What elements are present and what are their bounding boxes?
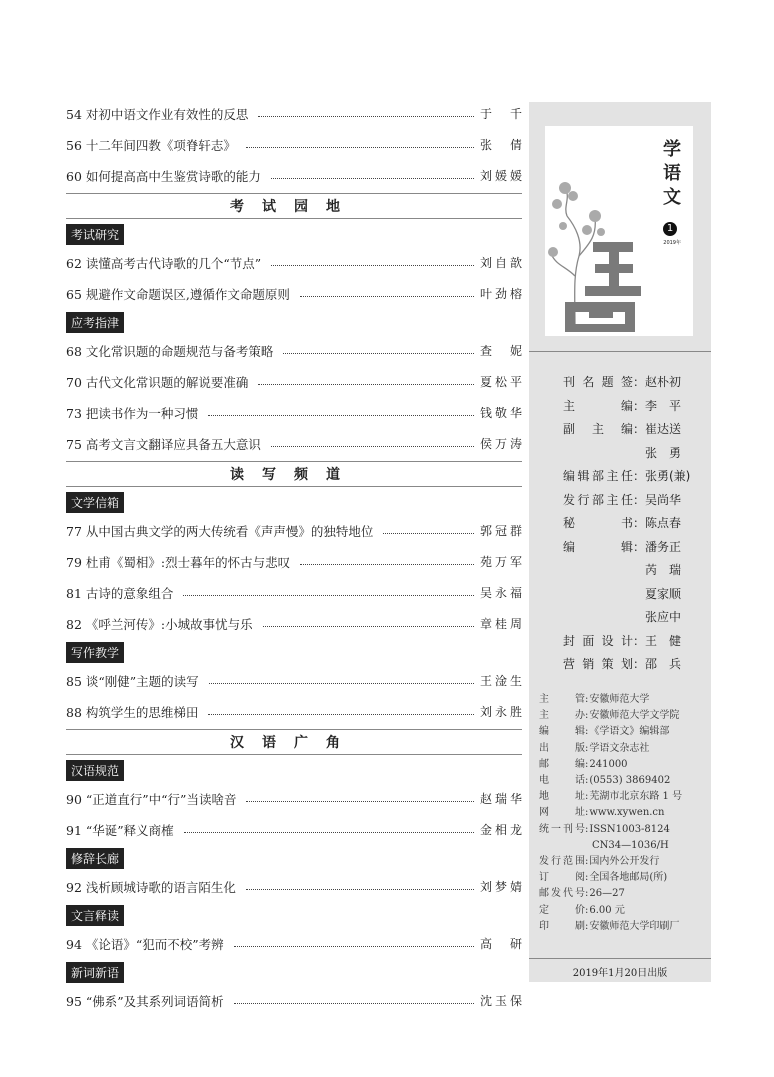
toc-entry-title xyxy=(66,136,240,154)
publication-value: 6.00 元 xyxy=(589,904,625,916)
toc-entry[interactable] xyxy=(66,577,522,608)
staff-row xyxy=(563,582,713,606)
cover-art xyxy=(545,126,693,336)
publication-row xyxy=(539,903,711,919)
publication-row xyxy=(539,822,711,838)
toc-entry[interactable] xyxy=(66,397,522,428)
staff-row xyxy=(563,511,713,535)
toc-page-number: 68 xyxy=(66,343,82,359)
publication-date: 2019年1月20日出版 xyxy=(572,968,668,979)
staff-role: 编 辑 xyxy=(563,539,633,554)
staff-name: 邵 兵 xyxy=(645,657,682,672)
publication-row xyxy=(539,886,711,902)
publication-key: 地 址 xyxy=(539,791,585,803)
dot-leader xyxy=(246,889,474,890)
publication-key: 定 价 xyxy=(539,904,585,916)
toc-author: 张 倩 xyxy=(480,138,522,152)
category-label: 修辞长廊 xyxy=(66,848,124,869)
staff-row xyxy=(563,629,713,653)
publication-colon: : xyxy=(585,920,589,932)
toc-page-number: 56 xyxy=(66,137,82,153)
toc-author: 刘媛媛 xyxy=(480,169,522,183)
toc-page-number: 60 xyxy=(66,168,82,184)
dot-leader xyxy=(258,384,474,385)
staff-name: 夏家顺 xyxy=(645,586,682,601)
publication-key: 主 管 xyxy=(539,694,585,705)
staff-role: 秘 书 xyxy=(563,516,633,531)
toc-entry-text: 古代文化常识题的解说要准确 xyxy=(85,374,249,390)
publication-colon: : xyxy=(585,726,589,738)
toc-entry[interactable] xyxy=(66,98,522,129)
toc-author: 叶劲榕 xyxy=(480,287,522,301)
publication-row xyxy=(539,854,711,870)
toc-page-number: 95 xyxy=(66,993,82,1009)
publication-key: 邮 编 xyxy=(539,758,585,770)
toc-entry-text: 《论语》“犯而不校”考辨 xyxy=(85,936,224,952)
staff-role: 营销策划 xyxy=(563,657,633,672)
staff-row xyxy=(563,370,713,394)
cover-thumbnail xyxy=(545,126,693,336)
dot-leader xyxy=(283,353,474,354)
issue-year: 2019年 xyxy=(663,240,681,246)
toc-entry-text: 杜甫《蜀相》:烈士暮年的怀古与悲叹 xyxy=(85,554,291,570)
toc-entry[interactable] xyxy=(66,546,522,577)
staff-name: 陈点春 xyxy=(645,516,682,531)
toc-entry-text: 十二年间四教《项脊轩志》 xyxy=(85,137,236,153)
publication-key: 编 辑 xyxy=(539,726,585,738)
staff-role: 刊名题签 xyxy=(563,375,633,390)
dot-leader xyxy=(300,296,474,297)
publication-value: 安徽师范大学 xyxy=(589,694,650,705)
category-wrapper xyxy=(66,845,522,871)
toc-entry[interactable] xyxy=(66,247,522,278)
toc-entry-title xyxy=(66,342,277,360)
toc-entry-title xyxy=(66,167,265,185)
category-label: 考试研究 xyxy=(66,224,124,245)
section-heading: 读写频道 xyxy=(66,461,522,487)
publication-row xyxy=(539,757,711,773)
toc-entry[interactable] xyxy=(66,928,522,959)
publication-key xyxy=(539,838,591,854)
toc-entry-text: 构筑学生的思维梯田 xyxy=(85,704,199,720)
publication-colon: : xyxy=(585,904,589,916)
toc-page-number: 70 xyxy=(66,374,82,390)
publication-row xyxy=(539,805,711,821)
section-heading: 汉语广角 xyxy=(66,729,522,755)
staff-row xyxy=(563,441,713,465)
staff-colon: ： xyxy=(633,375,646,390)
staff-name: 崔达送 xyxy=(645,422,682,437)
toc-author: 郭冠群 xyxy=(480,524,522,538)
toc-entry-title xyxy=(66,522,377,540)
category-wrapper xyxy=(66,309,522,335)
toc-page-number: 94 xyxy=(66,936,82,952)
toc-author: 高 研 xyxy=(480,937,522,951)
publication-row xyxy=(539,919,711,935)
toc-page-number: 90 xyxy=(66,791,82,807)
issue-number: 1 xyxy=(663,222,677,236)
dot-leader xyxy=(183,595,474,596)
publication-value: 241000 xyxy=(589,758,628,770)
publication-row xyxy=(539,708,711,724)
toc-entry-text: 读懂高考古代诗歌的几个“节点” xyxy=(85,255,262,271)
toc-page-number: 77 xyxy=(66,523,82,539)
toc-author: 刘自歆 xyxy=(480,256,522,270)
dot-leader xyxy=(271,265,474,266)
staff-name: 张 勇 xyxy=(645,445,682,460)
publication-value: 国内外公开发行 xyxy=(589,856,660,868)
toc-author: 章桂周 xyxy=(480,617,522,631)
publication-colon: : xyxy=(585,742,589,754)
toc-page-number: 91 xyxy=(66,822,82,838)
publication-colon: : xyxy=(585,856,589,868)
dot-leader xyxy=(208,415,474,416)
dot-leader xyxy=(271,446,474,447)
publication-row xyxy=(539,724,711,740)
toc-author: 金相龙 xyxy=(480,823,522,837)
staff-role: 副 主 编 xyxy=(563,422,633,437)
table-of-contents xyxy=(66,98,522,1016)
masthead-char: 语 xyxy=(663,163,681,184)
toc-entry-title xyxy=(66,435,265,453)
divider xyxy=(529,351,711,352)
toc-entry-title xyxy=(66,935,228,953)
toc-entry-text: 对初中语文作业有效性的反思 xyxy=(85,106,249,122)
publication-key: 统一刊号 xyxy=(539,823,585,835)
staff-name: 吴尚华 xyxy=(645,492,682,507)
toc-entry-title xyxy=(66,373,252,391)
category-wrapper xyxy=(66,639,522,665)
toc-author: 查 妮 xyxy=(480,344,522,358)
toc-entry-text: 高考文言文翻译应具备五大意识 xyxy=(85,436,261,452)
toc-entry-text: 文化常识题的命题规范与备考策略 xyxy=(85,343,274,359)
category-wrapper xyxy=(66,902,522,928)
toc-author: 钱敬华 xyxy=(480,406,522,420)
staff-row xyxy=(563,464,713,488)
publication-colon: : xyxy=(585,791,589,803)
toc-author: 苑万军 xyxy=(480,555,522,569)
dot-leader xyxy=(184,832,474,833)
publication-key: 电 话 xyxy=(539,775,585,787)
large-glyph-art xyxy=(565,242,641,332)
publication-row xyxy=(539,838,711,854)
publication-value: 安徽师范大学印刷厂 xyxy=(589,920,680,932)
toc-page-number: 65 xyxy=(66,286,82,302)
toc-entry-text: 如何提高高中生鉴赏诗歌的能力 xyxy=(85,168,261,184)
masthead-char: 学 xyxy=(663,139,681,160)
dot-leader xyxy=(258,116,474,117)
toc-entry[interactable] xyxy=(66,129,522,160)
staff-role: 主 编 xyxy=(563,398,633,413)
publication-key: 订 阅 xyxy=(539,872,585,884)
publication-row xyxy=(539,870,711,886)
staff-name: 张勇(兼) xyxy=(645,469,691,484)
staff-row xyxy=(563,535,713,559)
publication-colon: : xyxy=(585,872,589,884)
publication-key: 发行范围 xyxy=(539,856,585,868)
toc-entry-title xyxy=(66,790,240,808)
toc-entry-title xyxy=(66,821,178,839)
publication-key: 印 刷 xyxy=(539,920,585,932)
toc-entry-title xyxy=(66,703,202,721)
toc-entry[interactable] xyxy=(66,985,522,1016)
publication-info xyxy=(539,692,711,935)
toc-page-number: 92 xyxy=(66,879,82,895)
toc-page-number: 73 xyxy=(66,405,82,421)
toc-entry-title xyxy=(66,992,228,1010)
publication-colon: : xyxy=(585,758,589,770)
toc-page-number: 75 xyxy=(66,436,82,452)
toc-entry[interactable] xyxy=(66,783,522,814)
toc-entry[interactable] xyxy=(66,335,522,366)
toc-author: 赵瑞华 xyxy=(480,792,522,806)
staff-name: 潘务正 xyxy=(645,539,682,554)
toc-page-number: 88 xyxy=(66,704,82,720)
publication-value: ISSN1003-8124 xyxy=(589,823,670,835)
staff-colon: ： xyxy=(633,657,646,672)
publication-key: 网 址 xyxy=(539,807,585,819)
category-wrapper xyxy=(66,221,522,247)
staff-role: 封面设计 xyxy=(563,633,633,648)
toc-entry-title xyxy=(66,878,240,896)
staff-colon: ： xyxy=(633,422,646,437)
staff-name: 王 健 xyxy=(645,633,682,648)
publication-colon: : xyxy=(585,710,589,722)
toc-entry-text: 古诗的意象组合 xyxy=(85,585,174,601)
masthead-char: 文 xyxy=(663,187,681,208)
publication-row xyxy=(539,789,711,805)
category-label: 新词新语 xyxy=(66,962,124,983)
toc-author: 于 千 xyxy=(480,107,522,121)
toc-author: 侯万涛 xyxy=(480,437,522,451)
publication-value: 学语文杂志社 xyxy=(589,742,650,754)
publication-value: 《学语文》编辑部 xyxy=(589,726,670,738)
category-wrapper xyxy=(66,489,522,515)
toc-page-number: 79 xyxy=(66,554,82,570)
dot-leader xyxy=(300,564,474,565)
dot-leader xyxy=(208,714,474,715)
toc-author: 沈玉保 xyxy=(480,994,522,1008)
toc-entry[interactable] xyxy=(66,608,522,639)
staff-colon: ： xyxy=(633,516,646,531)
toc-author: 王淦生 xyxy=(480,674,522,688)
publication-value: www.xywen.cn xyxy=(589,807,665,819)
publication-row xyxy=(539,773,711,789)
toc-entry-text: 从中国古典文学的两大传统看《声声慢》的独特地位 xyxy=(85,523,374,539)
dot-leader xyxy=(246,801,474,802)
toc-entry[interactable] xyxy=(66,696,522,727)
toc-page-number: 54 xyxy=(66,106,82,122)
dot-leader xyxy=(234,1003,474,1004)
toc-entry-title xyxy=(66,404,202,422)
category-wrapper xyxy=(66,757,522,783)
publication-value: 全国各地邮局(所) xyxy=(589,872,668,884)
toc-entry[interactable] xyxy=(66,366,522,397)
masthead-panel xyxy=(529,102,711,982)
publication-colon: : xyxy=(585,823,589,835)
toc-entry-text: 浅析顾城诗歌的语言陌生化 xyxy=(85,879,236,895)
publication-key: 邮发代号 xyxy=(539,888,585,900)
toc-entry-text: 规避作文命题误区,遵循作文命题原则 xyxy=(85,286,290,302)
publication-colon: : xyxy=(585,807,589,819)
staff-role: 编辑部主任 xyxy=(563,469,633,484)
staff-colon: ： xyxy=(633,492,646,507)
publication-value: (0553) 3869402 xyxy=(589,775,671,787)
staff-name: 张应中 xyxy=(645,610,682,625)
toc-entry-title xyxy=(66,553,294,571)
section-heading: 考试园地 xyxy=(66,193,522,219)
toc-entry-text: 《呼兰河传》:小城故事忧与乐 xyxy=(85,616,253,632)
dot-leader xyxy=(383,533,474,534)
toc-entry[interactable] xyxy=(66,160,522,191)
staff-row xyxy=(563,394,713,418)
publication-row xyxy=(539,741,711,757)
category-wrapper xyxy=(66,959,522,985)
toc-entry-text: “佛系”及其系列词语简析 xyxy=(85,993,224,1009)
toc-entry-text: “正道直行”中“行”当读啥音 xyxy=(85,791,237,807)
toc-entry-title xyxy=(66,105,252,123)
dot-leader xyxy=(234,946,474,947)
toc-author: 吴永福 xyxy=(480,586,522,600)
publication-value: 26—27 xyxy=(589,888,625,900)
staff-name: 芮 瑞 xyxy=(645,563,682,578)
toc-page-number: 81 xyxy=(66,585,82,601)
publication-colon: : xyxy=(585,775,589,787)
toc-page-number: 82 xyxy=(66,616,82,632)
staff-row xyxy=(563,488,713,512)
dot-leader xyxy=(246,147,474,148)
staff-row xyxy=(563,605,713,629)
toc-author: 刘永胜 xyxy=(480,705,522,719)
publication-value: CN34—1036/H xyxy=(592,839,669,851)
publication-row xyxy=(539,692,711,708)
publication-key: 主 办 xyxy=(539,710,585,722)
toc-entry-title xyxy=(66,254,265,272)
toc-entry[interactable] xyxy=(66,278,522,309)
toc-entry[interactable] xyxy=(66,515,522,546)
category-label: 应考指津 xyxy=(66,312,124,333)
publication-colon: : xyxy=(585,694,589,705)
toc-entry-text: “华诞”释义商榷 xyxy=(85,822,174,838)
toc-entry-title xyxy=(66,672,203,690)
publication-key: 出 版 xyxy=(539,742,585,754)
staff-colon: ： xyxy=(633,469,646,484)
toc-entry-title xyxy=(66,615,257,633)
publication-value: 安徽师范大学文学院 xyxy=(589,710,680,722)
toc-entry[interactable] xyxy=(66,814,522,845)
category-label: 文言释读 xyxy=(66,905,124,926)
toc-author: 刘梦婧 xyxy=(480,880,522,894)
staff-role: 发行部主任 xyxy=(563,492,633,507)
staff-colon: ： xyxy=(633,539,646,554)
staff-colon: ： xyxy=(633,633,646,648)
category-label: 汉语规范 xyxy=(66,760,124,781)
toc-entry-text: 谈“刚健”主题的读写 xyxy=(85,673,199,689)
category-label: 写作教学 xyxy=(66,642,124,663)
toc-entry-title xyxy=(66,285,294,303)
toc-page-number: 85 xyxy=(66,673,82,689)
toc-entry[interactable] xyxy=(66,665,522,696)
toc-entry-title xyxy=(66,584,177,602)
dot-leader xyxy=(209,683,474,684)
toc-page-number: 62 xyxy=(66,255,82,271)
publication-value: 芜湖市北京东路 1 号 xyxy=(589,791,683,803)
toc-author: 夏松平 xyxy=(480,375,522,389)
staff-name: 赵朴初 xyxy=(645,375,682,390)
category-label: 文学信箱 xyxy=(66,492,124,513)
toc-entry[interactable] xyxy=(66,871,522,902)
publication-colon: : xyxy=(585,888,589,900)
staff-row xyxy=(563,417,713,441)
staff-row xyxy=(563,558,713,582)
divider xyxy=(529,958,711,959)
staff-name: 李 平 xyxy=(645,398,682,413)
editorial-staff xyxy=(563,370,713,676)
dot-leader xyxy=(263,626,474,627)
staff-colon: ： xyxy=(633,398,646,413)
toc-entry-text: 把读书作为一种习惯 xyxy=(85,405,199,421)
staff-row xyxy=(563,652,713,676)
dot-leader xyxy=(271,178,474,179)
toc-entry[interactable] xyxy=(66,428,522,459)
